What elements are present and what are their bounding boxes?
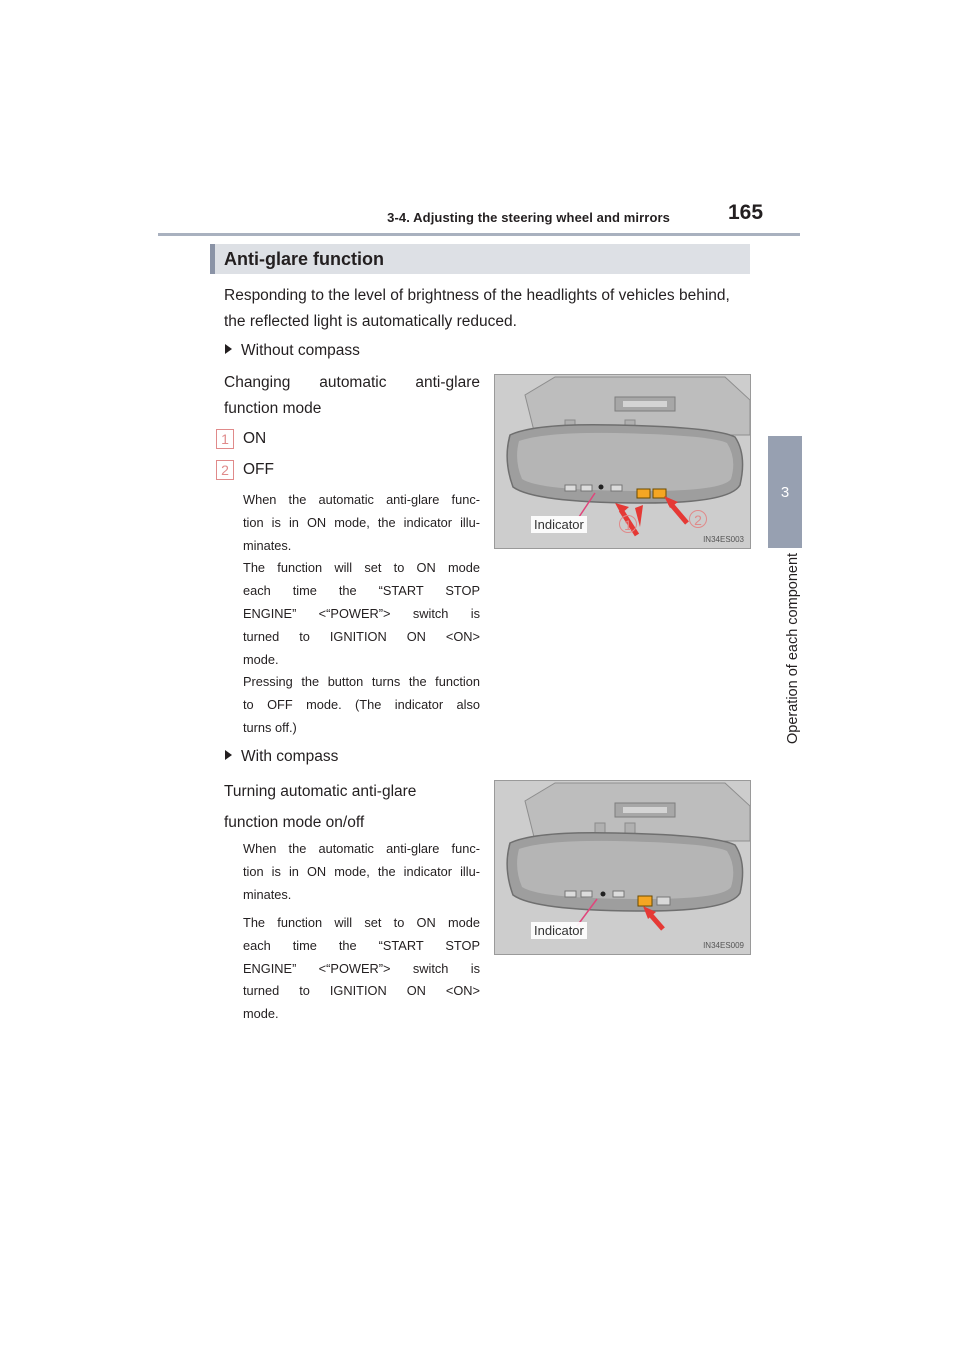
callout-marker-1: 1 (216, 429, 234, 449)
description-line: function mode (224, 400, 322, 417)
section-heading-accent (210, 244, 215, 274)
header-rule (158, 233, 800, 236)
indicator-label: Indicator (531, 516, 587, 533)
chapter-title: Operation of each component (785, 552, 801, 744)
note-line: turned to IGNITION ON <ON> (243, 628, 480, 644)
note-line: mode. (243, 651, 279, 667)
running-header: 3-4. Adjusting the steering wheel and mirrors (387, 210, 670, 225)
intro-line: the reflected light is automatically reduced. (224, 313, 517, 330)
note-line: ENGINE” <“POWER”> switch is (243, 605, 480, 621)
description-line: function mode on/off (224, 814, 365, 831)
note-line: to OFF mode. (The indicator also (243, 697, 480, 713)
mirror-figure-with-compass (494, 780, 751, 955)
indicator-label: Indicator (531, 922, 587, 939)
subheading-with-compass: With compass (225, 745, 338, 769)
note-line: When the automatic anti-glare func- (243, 492, 480, 507)
note-line: turns off.) (243, 719, 297, 735)
note-line: each time the “START STOP (243, 583, 480, 599)
chapter-number: 3 (780, 484, 790, 501)
note-line: tion is in ON mode, the indicator illu- (243, 514, 480, 530)
subheading-without-compass: Without compass (225, 339, 360, 363)
intro-paragraph (224, 284, 754, 334)
figure-callout-1: 1 (619, 515, 637, 533)
note-line: minates. (243, 537, 292, 553)
figure-code: IN34ES003 (703, 535, 744, 544)
note-line: The function will set to ON mode (243, 560, 480, 576)
figure-code: IN34ES009 (703, 941, 744, 950)
note-line: ENGINE” <“POWER”> switch is (243, 960, 480, 976)
with-compass-note-a (243, 838, 480, 906)
note-line: turned to IGNITION ON <ON> (243, 983, 480, 999)
item-on-label: ON (243, 430, 267, 447)
callout-marker-2: 2 (216, 460, 234, 480)
triangle-bullet-icon (225, 344, 232, 354)
note-line: When the automatic anti-glare func- (243, 841, 480, 856)
intro-line: Responding to the level of brightness of the headlights of vehicles behind, (224, 287, 730, 304)
note-line: The function will set to ON mode (243, 915, 480, 930)
note-line: tion is in ON mode, the indicator illu- (243, 863, 480, 879)
description-line: Turning automatic anti-glare (224, 783, 417, 800)
figure-callout-2: 2 (689, 510, 707, 528)
without-compass-description (224, 370, 480, 422)
triangle-bullet-icon (225, 750, 232, 760)
section-title: Anti-glare function (224, 249, 384, 269)
note-line: mode. (243, 1006, 279, 1022)
without-compass-note (243, 489, 480, 740)
item-off-label: OFF (243, 461, 274, 478)
with-compass-note-b (243, 912, 480, 1026)
with-compass-description (224, 776, 480, 838)
note-line: minates. (243, 886, 292, 902)
page-number: 165 (728, 201, 764, 224)
note-line: Pressing the button turns the function (243, 674, 480, 690)
mirror-figure-without-compass (494, 374, 751, 549)
description-line: Changing automatic anti-glare (224, 374, 480, 391)
note-line: each time the “START STOP (243, 937, 480, 953)
